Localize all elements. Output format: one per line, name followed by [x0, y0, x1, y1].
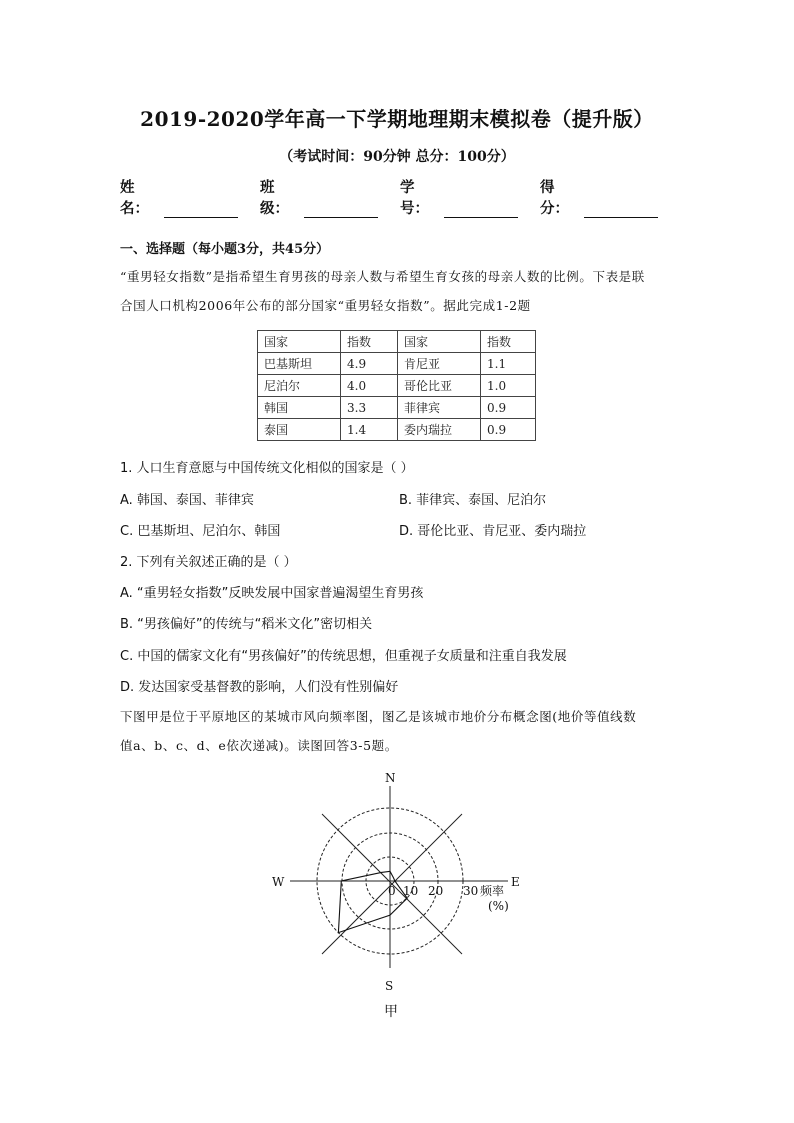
intro-line: 值a、b、c、d、e依次递减)。读图回答3-5题。	[120, 738, 398, 753]
question-1-option-a[interactable]: A. 韩国、泰国、菲律宾	[120, 493, 254, 508]
table-cell: 0.9	[481, 397, 536, 419]
question-1-option-b[interactable]: B. 菲律宾、泰国、尼泊尔	[399, 493, 547, 508]
table-cell: 1.0	[481, 375, 536, 397]
tick-label-0: 0	[388, 884, 396, 898]
table-row	[258, 375, 536, 397]
frequency-axis-label: 频率	[480, 884, 505, 898]
name-field[interactable]	[120, 176, 238, 218]
wind-frequency-polygon	[338, 871, 407, 932]
table-cell: 0.9	[481, 419, 536, 441]
name-label: 姓名：	[120, 179, 149, 217]
table-cell: 1.4	[341, 419, 398, 441]
question-1-option-d[interactable]: D. 哥伦比亚、肯尼亚、委内瑞拉	[399, 524, 587, 539]
wind-rose-figure	[262, 768, 532, 1023]
question-2-stem: 2. 下列有关叙述正确的是（ ）	[120, 555, 297, 570]
name-blank[interactable]	[164, 201, 238, 218]
page-title: 2019-2020学年高一下学期地理期末模拟卷（提升版）	[140, 107, 654, 131]
question-2-option-c[interactable]: C. 中国的儒家文化有“男孩偏好”的传统思想，但重视子女质量和注重自我发展	[120, 649, 567, 664]
table-header: 指数	[341, 331, 398, 353]
intro-line: 下图甲是位于平原地区的某城市风向频率图，图乙是该城市地价分布概念图(地价等值线数	[120, 709, 637, 724]
table-cell: 泰国	[258, 419, 341, 441]
question-2-option-b[interactable]: B. “男孩偏好”的传统与“稻米文化”密切相关	[120, 617, 373, 632]
class-field[interactable]	[260, 176, 378, 218]
south-label: S	[385, 979, 394, 993]
table-cell: 哥伦比亚	[398, 375, 481, 397]
son-preference-table	[257, 330, 536, 441]
table-header: 指数	[481, 331, 536, 353]
student-info-line	[120, 176, 680, 218]
tick-label-20: 20	[428, 884, 444, 898]
student-id-field[interactable]	[400, 176, 518, 218]
tick-label-30: 30	[463, 884, 479, 898]
question-1-option-c[interactable]: C. 巴基斯坦、尼泊尔、韩国	[120, 524, 281, 539]
table-cell: 巴基斯坦	[258, 353, 341, 375]
tick-label-10: 10	[403, 884, 419, 898]
table-row	[258, 353, 536, 375]
frequency-unit-label: (%)	[488, 899, 509, 913]
table-cell: 韩国	[258, 397, 341, 419]
table-cell: 菲律宾	[398, 397, 481, 419]
table-header: 国家	[398, 331, 481, 353]
score-label: 得分：	[540, 179, 569, 217]
west-label: W	[272, 875, 285, 889]
question-2-option-a[interactable]: A. “重男轻女指数”反映发展中国家普遍渴望生育男孩	[120, 586, 424, 601]
table-cell: 4.0	[341, 375, 398, 397]
intro-paragraph-2	[120, 702, 680, 760]
class-label: 班级：	[260, 179, 289, 217]
exam-time-info: （考试时间：90分钟 总分：100分）	[279, 149, 515, 165]
score-field[interactable]	[540, 176, 658, 218]
table-cell: 肯尼亚	[398, 353, 481, 375]
north-label: N	[385, 771, 396, 785]
student-id-label: 学号：	[400, 179, 429, 217]
intro-line: “重男轻女指数”是指希望生育男孩的母亲人数与希望生育女孩的母亲人数的比例。下表是联	[120, 269, 645, 284]
table-cell: 委内瑞拉	[398, 419, 481, 441]
table-cell: 3.3	[341, 397, 398, 419]
east-label: E	[511, 875, 520, 889]
figure-caption: 甲	[384, 1004, 398, 1020]
intro-paragraph-1	[120, 262, 680, 320]
table-cell: 1.1	[481, 353, 536, 375]
table-header-row	[258, 331, 536, 353]
table-header: 国家	[258, 331, 341, 353]
question-1-stem: 1. 人口生育意愿与中国传统文化相似的国家是（ ）	[120, 461, 414, 476]
intro-line: 合国人口机构2006年公布的部分国家“重男轻女指数”。据此完成1-2题	[120, 298, 531, 313]
class-blank[interactable]	[304, 201, 378, 218]
table-row	[258, 419, 536, 441]
student-id-blank[interactable]	[444, 201, 518, 218]
question-2-option-d[interactable]: D. 发达国家受基督教的影响，人们没有性别偏好	[120, 680, 399, 695]
table-cell: 尼泊尔	[258, 375, 341, 397]
section-heading: 一、选择题（每小题3分，共45分）	[120, 242, 330, 257]
score-blank[interactable]	[584, 201, 658, 218]
table-row	[258, 397, 536, 419]
table-cell: 4.9	[341, 353, 398, 375]
